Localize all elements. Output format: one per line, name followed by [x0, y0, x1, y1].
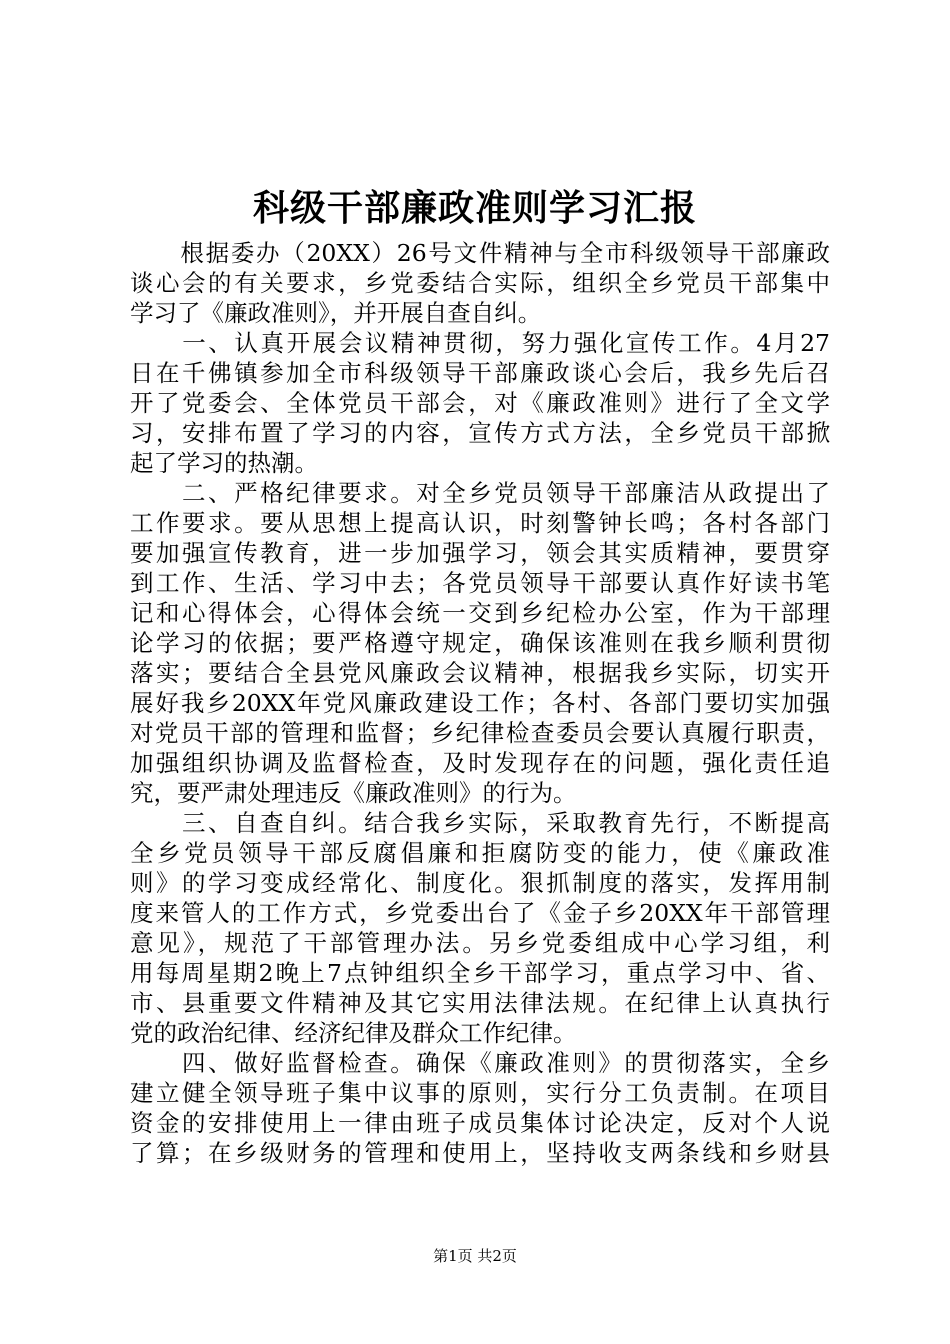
text-line: 加强组织协调及监督检查，及时发现存在的问题，强化责任追 [130, 749, 830, 777]
text-line: 对党员干部的管理和监督；乡纪律检查委员会要认真履行职责， [130, 719, 830, 747]
text-line: 用每周星期2晚上7点钟组织全乡干部学习，重点学习中、省、 [130, 959, 830, 987]
text-line: 党的政治纪律、经济纪律及群众工作纪律。 [130, 1019, 577, 1047]
text-line: 四、做好监督检查。确保《廉政准则》的贯彻落实，全乡 [130, 1049, 830, 1077]
text-line: 二、严格纪律要求。对全乡党员领导干部廉洁从政提出了 [130, 479, 830, 507]
text-line: 开了党委会、全体党员干部会，对《廉政准则》进行了全文学 [130, 389, 830, 417]
document-title: 科级干部廉政准则学习汇报 [252, 187, 697, 229]
text-line: 全乡党员领导干部反腐倡廉和拒腐防变的能力，使《廉政准 [130, 839, 830, 867]
text-line: 度来管人的工作方式，乡党委出台了《金子乡20XX年干部管理 [130, 899, 830, 927]
paragraph [130, 808, 830, 1048]
paragraph [130, 328, 830, 478]
text-line: 落实；要结合全县党风廉政会议精神，根据我乡实际，切实开 [130, 659, 830, 687]
text-line: 一、认真开展会议精神贯彻，努力强化宣传工作。4月27 [130, 329, 830, 357]
text-line: 学习了《廉政准则》，并开展自查自纠。 [130, 299, 542, 327]
text-line: 到工作、生活、学习中去；各党员领导干部要认真作好读书笔 [130, 569, 830, 597]
text-line: 建立健全领导班子集中议事的原则，实行分工负责制。在项目 [130, 1079, 830, 1107]
text-line: 资金的安排使用上一律由班子成员集体讨论决定，反对个人说 [130, 1109, 830, 1137]
text-line: 记和心得体会，心得体会统一交到乡纪检办公室，作为干部理 [130, 599, 830, 627]
text-line: 谈心会的有关要求，乡党委结合实际，组织全乡党员干部集中 [130, 269, 830, 297]
text-line: 论学习的依据；要严格遵守规定，确保该准则在我乡顺利贯彻 [130, 629, 830, 657]
text-line: 市、县重要文件精神及其它实用法律法规。在纪律上认真执行 [130, 989, 830, 1017]
text-line: 展好我乡20XX年党风廉政建设工作；各村、各部门要切实加强 [130, 689, 830, 717]
text-line: 起了学习的热潮。 [130, 449, 318, 477]
text-line: 日在千佛镇参加全市科级领导干部廉政谈心会后，我乡先后召 [130, 359, 830, 387]
text-line: 则》的学习变成经常化、制度化。狠抓制度的落实，发挥用制 [130, 869, 830, 897]
text-line: 习，安排布置了学习的内容，宣传方式方法，全乡党员干部掀 [130, 419, 830, 447]
paragraph [130, 238, 830, 328]
text-line: 了算；在乡级财务的管理和使用上，坚持收支两条线和乡财县 [130, 1139, 830, 1167]
text-line: 工作要求。要从思想上提高认识，时刻警钟长鸣；各村各部门 [130, 509, 830, 537]
document-body [130, 238, 830, 1168]
text-line: 意见》，规范了干部管理办法。另乡党委组成中心学习组，利 [130, 929, 830, 957]
page-number-footer: 第1页 共2页 [433, 1247, 517, 1265]
paragraph [130, 478, 830, 808]
text-line: 三、自查自纠。结合我乡实际，采取教育先行，不断提高 [130, 809, 830, 837]
paragraph [130, 1048, 830, 1168]
text-line: 根据委办（20XX）26号文件精神与全市科级领导干部廉政 [130, 239, 830, 267]
text-line: 究，要严肃处理违反《廉政准则》的行为。 [130, 779, 577, 807]
text-line: 要加强宣传教育，进一步加强学习，领会其实质精神，要贯穿 [130, 539, 830, 567]
